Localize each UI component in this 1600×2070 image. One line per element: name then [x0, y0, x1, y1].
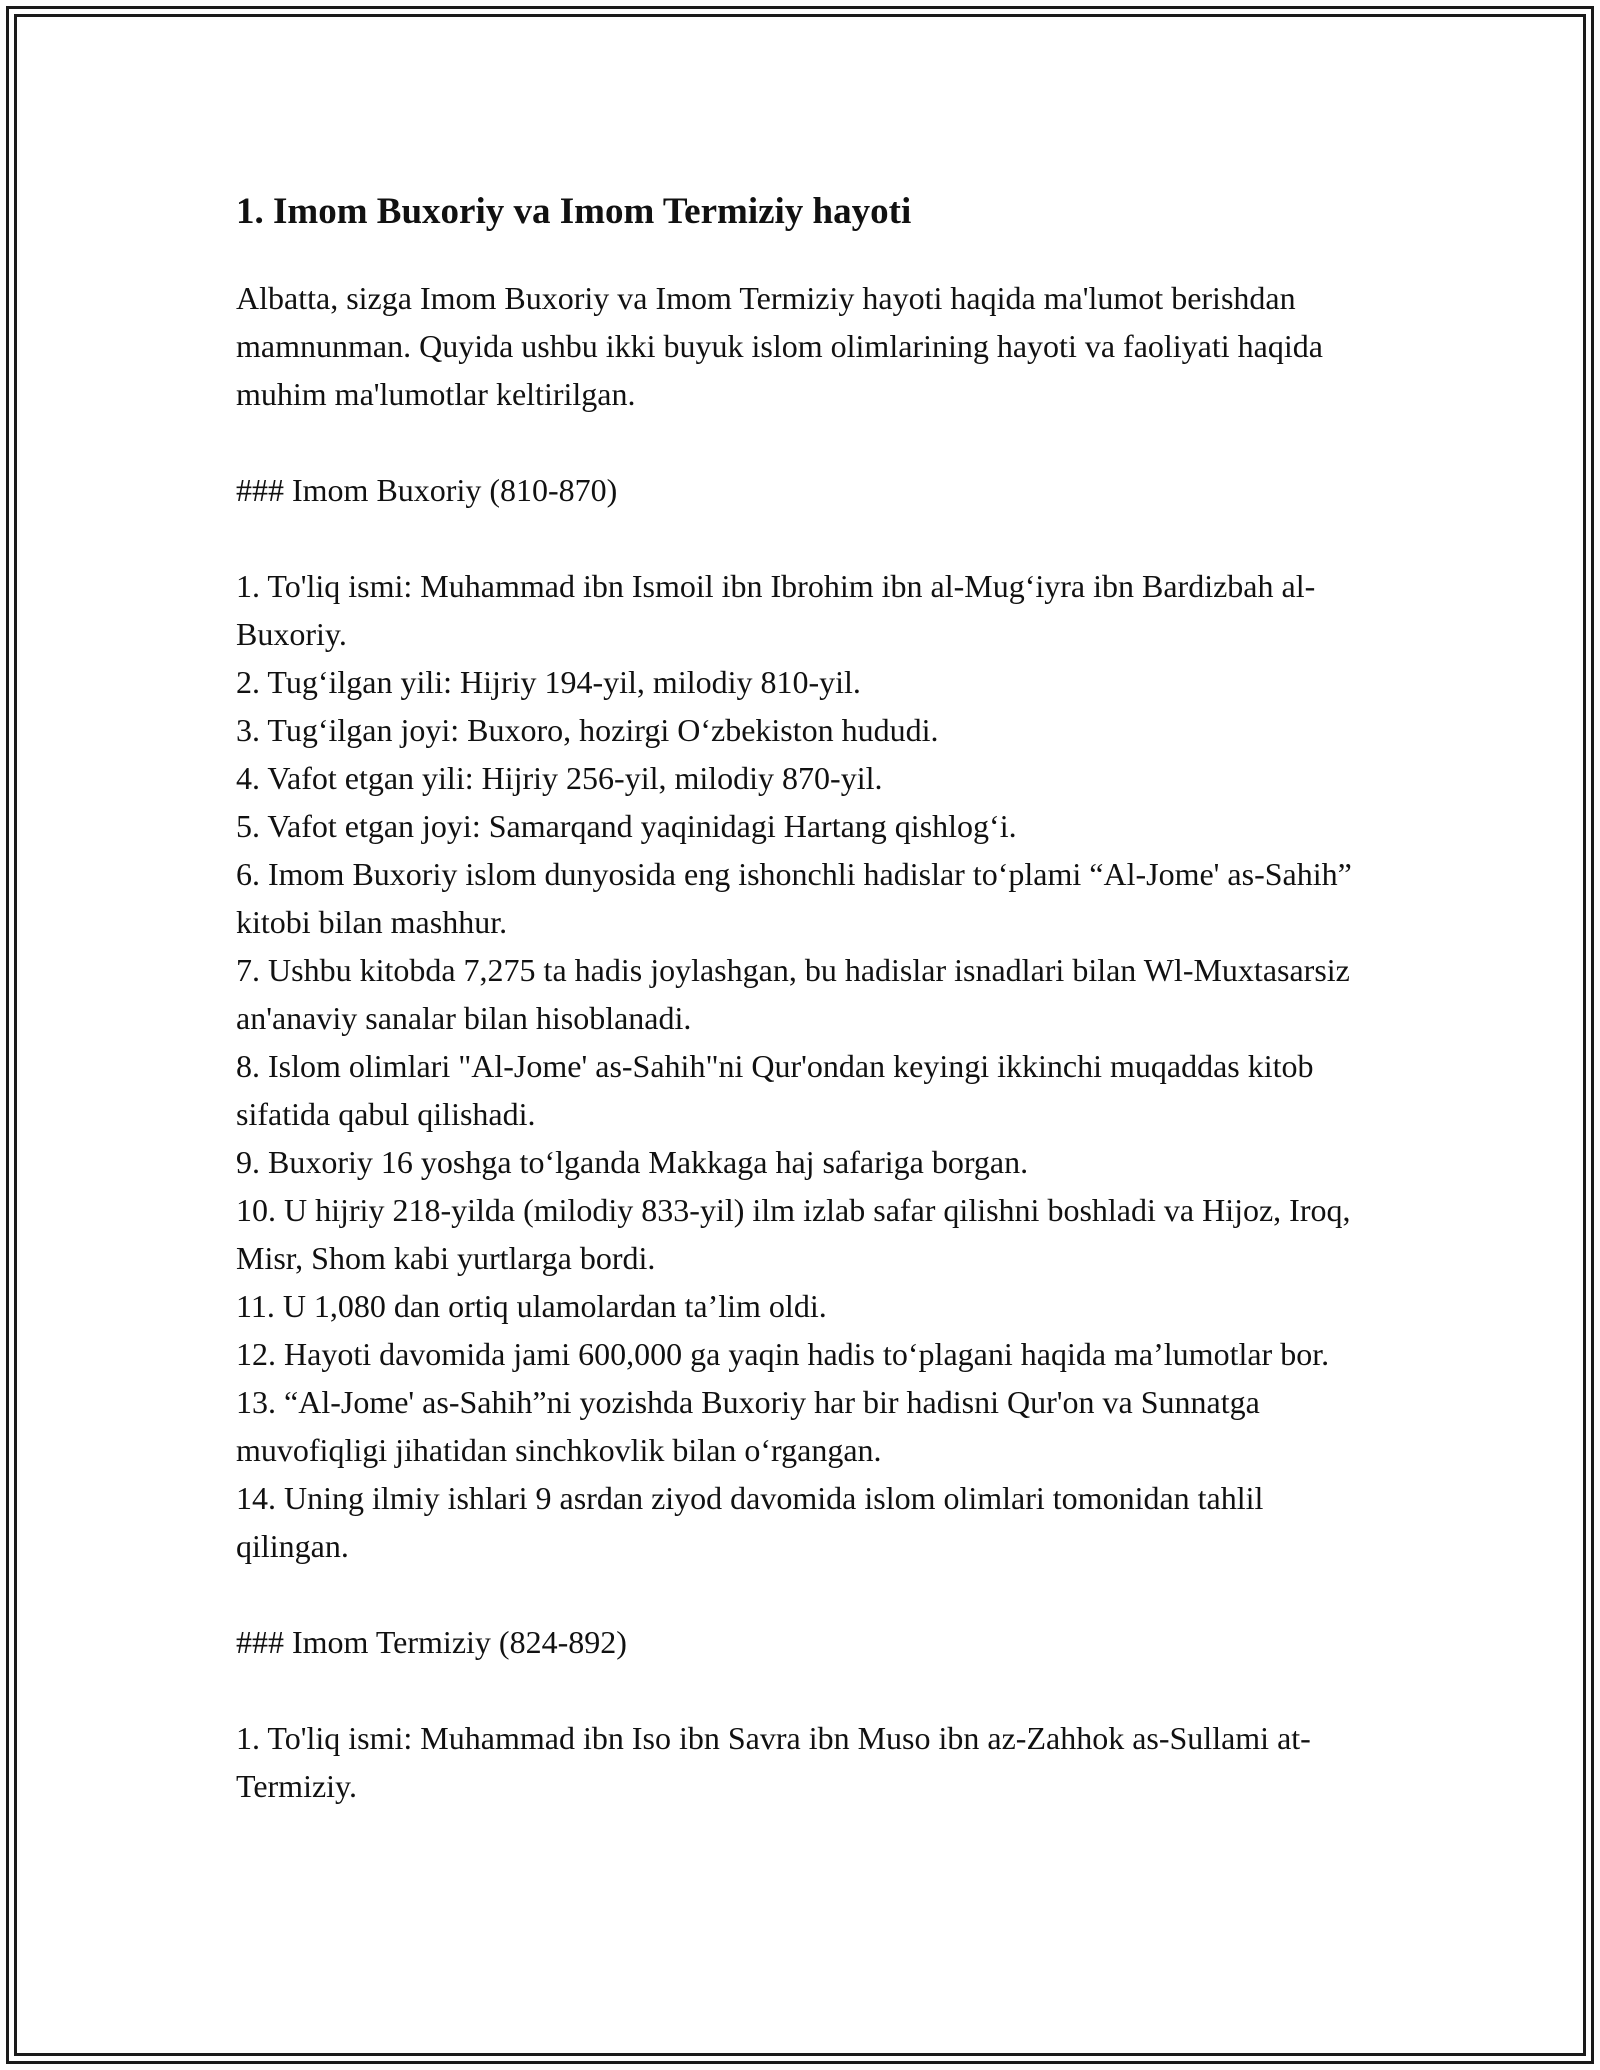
- section-heading-termiziy: ### Imom Termiziy (824-892): [236, 1624, 627, 1660]
- list-item: 6. Imom Buxoriy islom dunyosida eng ishonchli hadislar to‘plami “Al-Jome' as-Sahih” kitobi bilan mashhur.: [236, 856, 1352, 940]
- list-item: 11. U 1,080 dan ortiq ulamolardan ta’lim oldi.: [236, 1288, 827, 1324]
- list-item: 8. Islom olimlari "Al-Jome' as-Sahih"ni Qur'ondan keyingi ikkinchi muqaddas kitob sifatida qabul qilishadi.: [236, 1048, 1314, 1132]
- document-body: [236, 186, 1366, 1858]
- list-item: 1. To'liq ismi: Muhammad ibn Iso ibn Savra ibn Muso ibn az-Zahhok as-Sullami at-Termiziy.: [236, 1720, 1311, 1804]
- list-item: 4. Vafot etgan yili: Hijriy 256-yil, milodiy 870-yil.: [236, 760, 883, 796]
- list-item: 2. Tug‘ilgan yili: Hijriy 194-yil, milodiy 810-yil.: [236, 664, 861, 700]
- document-title: 1. Imom Buxoriy va Imom Termiziy hayoti: [236, 191, 912, 232]
- buxoriy-facts-list: [236, 562, 1366, 1570]
- list-item: 5. Vafot etgan joyi: Samarqand yaqinidagi Hartang qishlog‘i.: [236, 808, 1017, 844]
- list-item: 9. Buxoriy 16 yoshga to‘lganda Makkaga haj safariga borgan.: [236, 1144, 1029, 1180]
- list-item: 1. To'liq ismi: Muhammad ibn Ismoil ibn Ibrohim ibn al-Mug‘iyra ibn Bardizbah al-Buxoriy.: [236, 568, 1316, 652]
- section-heading-buxoriy: ### Imom Buxoriy (810-870): [236, 472, 618, 508]
- list-item: 12. Hayoti davomida jami 600,000 ga yaqin hadis to‘plagani haqida ma’lumotlar bor.: [236, 1336, 1330, 1372]
- termiziy-facts-list: [236, 1714, 1366, 1810]
- list-item: 7. Ushbu kitobda 7,275 ta hadis joylashgan, bu hadislar isnadlari bilan Wl-Muxtasarsiz an'anaviy sanalar bilan hisoblanadi.: [236, 952, 1350, 1036]
- list-item: 3. Tug‘ilgan joyi: Buxoro, hozirgi O‘zbekiston hududi.: [236, 712, 939, 748]
- list-item: 10. U hijriy 218-yilda (milodiy 833-yil) ilm izlab safar qilishni boshladi va Hijoz, Iroq, Misr, Shom kabi yurtlarga bordi.: [236, 1192, 1351, 1276]
- intro-paragraph: Albatta, sizga Imom Buxoriy va Imom Termiziy hayoti haqida ma'lumot berishdan mamnunman. Quyida ushbu ikki buyuk islom olimlarining hayoti va faoliyati haqida muhim ma'lumotlar keltirilgan.: [236, 280, 1323, 412]
- list-item: 14. Uning ilmiy ishlari 9 asrdan ziyod davomida islom olimlari tomonidan tahlil qilingan.: [236, 1480, 1264, 1564]
- list-item: 13. “Al-Jome' as-Sahih”ni yozishda Buxoriy har bir hadisni Qur'on va Sunnatga muvofiqligi jihatidan sinchkovlik bilan o‘rgangan.: [236, 1384, 1260, 1468]
